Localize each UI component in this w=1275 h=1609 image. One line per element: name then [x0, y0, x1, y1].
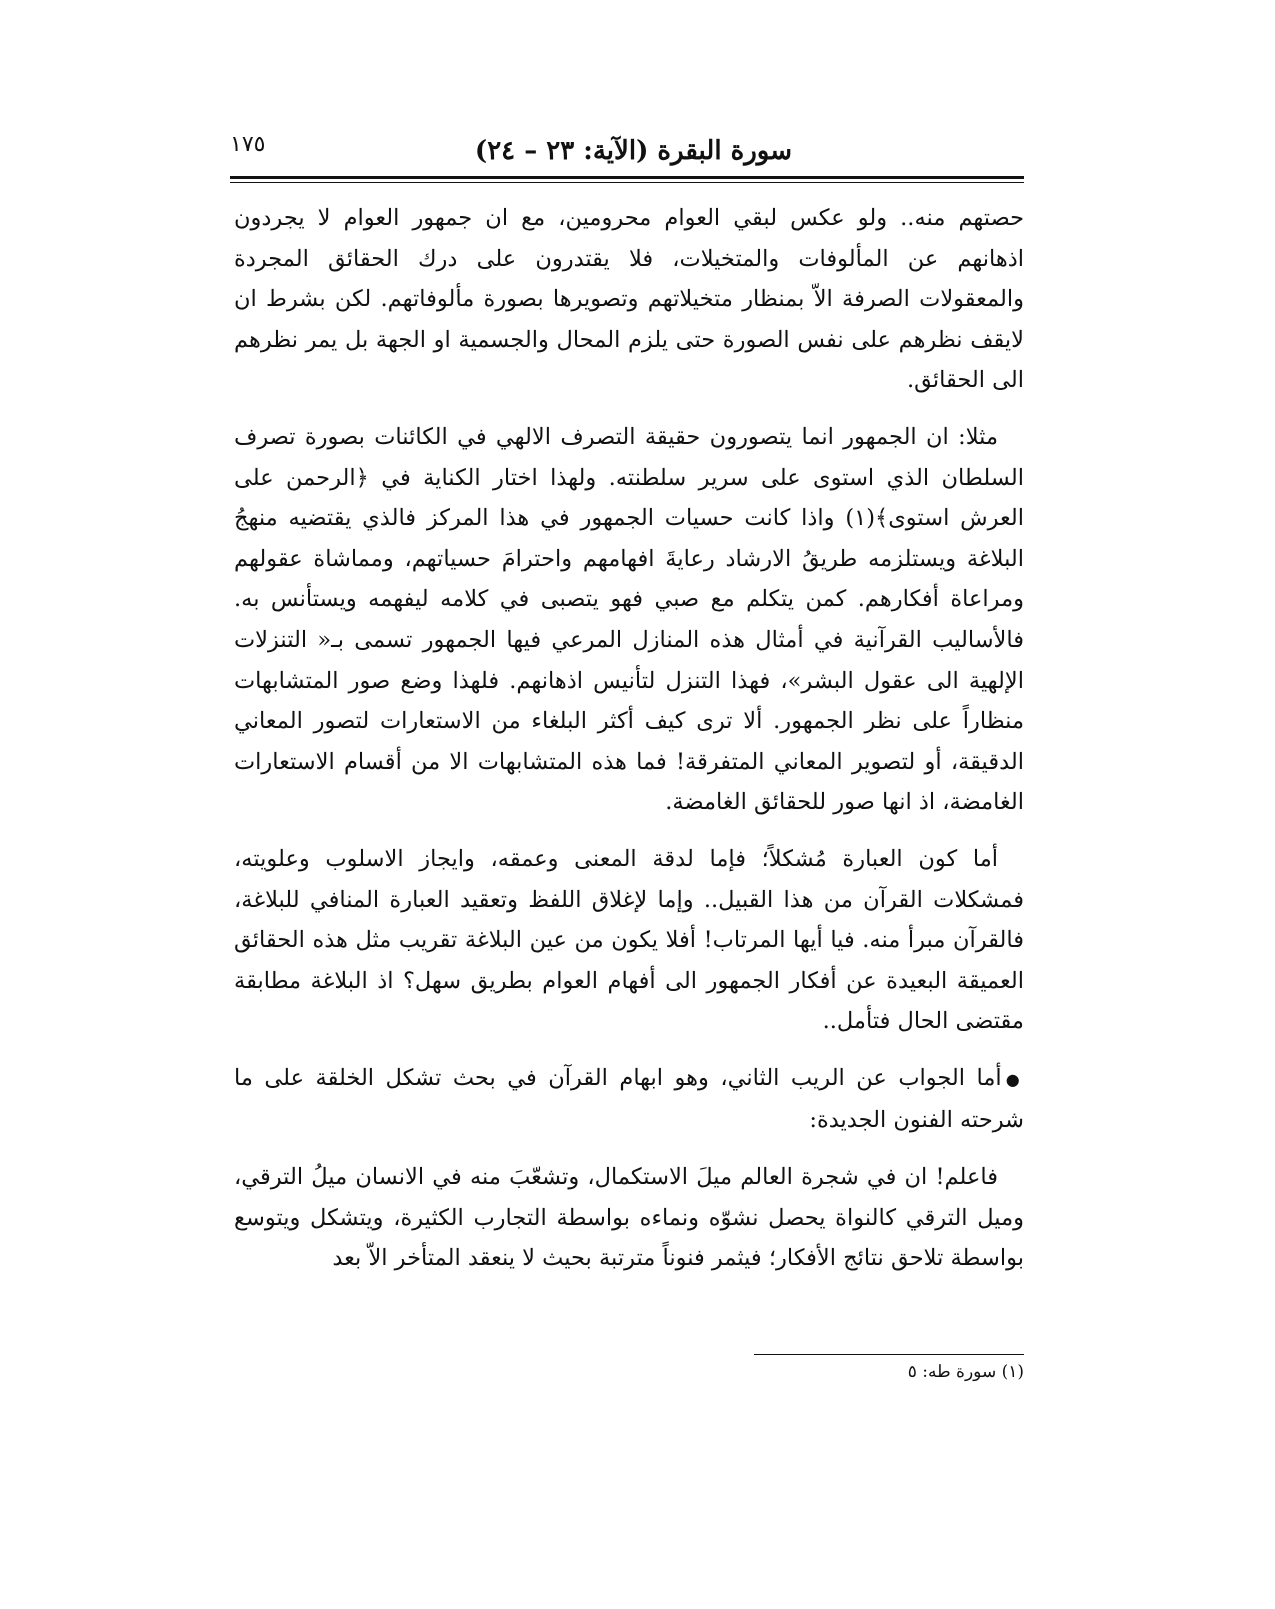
paragraph-2: مثلا: ان الجمهور انما يتصورون حقيقة التصرف الالهي في الكائنات بصورة تصرف السلطان الذي استوى على سرير سلطنته. ولهذا اختار الكناية في ﴿الرحمن على العرش استوى﴾(١) واذا كانت حسيات الجمهور في هذا المركز فالذي يقتضيه منهجُ البلاغة ويستلزمه طريقُ الارشاد رعايةَ افهامهم واحترامَ حسياتهم، ومماشاة عقولهم ومراعاة أفكارهم. كمن يتكلم مع صبي فهو يتصبى في كلامه ليفهمه ويستأنس به. فالأساليب القرآنية في أمثال هذه المنازل المرعي فيها الجمهور تسمى بـ« التنزلات الإلهية الى عقول البشر»، فهذا التنزل لتأنيس اذهانهم. فلهذا وضع صور المتشابهات منظاراً على نظر الجمهور. ألا ترى كيف أكثر البلغاء من الاستعارات لتصور المعاني الدقيقة، أو لتصوير المعاني المتفرقة! فما هذه المتشابهات الا من أقسام الاستعارات الغامضة، اذ انها صور للحقائق الغامضة.: [234, 423, 1024, 816]
paragraph-4-text: أما الجواب عن الريب الثاني، وهو ابهام القرآن في بحث تشكل الخلقة على ما شرحته الفنون الجديدة:: [234, 1064, 1024, 1134]
running-title: سورة البقرة (الآية: ٢٣ – ٢٤): [474, 136, 792, 166]
paragraph-5: فاعلم! ان في شجرة العالم ميلَ الاستكمال، وتشعّبَ منه في الانسان ميلُ الترقي، وميل الترقي كالنواة يحصل نشوّه ونماءه بواسطة التجارب الكثيرة، ويتشكل ويتوسع بواسطة تلاحق نتائج الأفكار؛ فيثمر فنوناً مترتبة بحيث لا ينعقد المتأخر الاّ بعد: [234, 1164, 1024, 1272]
footnote-rule: [754, 1354, 1024, 1355]
body-text: [234, 198, 1024, 1279]
bullet-icon: ●: [1005, 1069, 1024, 1089]
paragraph-3: أما كون العبارة مُشكلاً؛ فإما لدقة المعنى وعمقه، وايجاز الاسلوب وعلويته، فمشكلات القرآن من هذا القبيل.. وإما لإغلاق اللفظ وتعقيد العبارة المنافي للبلاغة، فالقرآن مبرأ منه. فيا أيها المرتاب! أفلا يكون من عين البلاغة تقريب مثل هذه الحقائق العميقة البعيدة عن أفكار الجمهور الى أفهام العوام بطريق سهل؟ اذ البلاغة مطابقة مقتضى الحال فتأمل..: [234, 845, 1024, 1035]
header-rule: [230, 176, 1024, 179]
page-header: [230, 128, 1024, 172]
paragraph-1: حصتهم منه.. ولو عكس لبقي العوام محرومين، مع ان جمهور العوام لا يجردون اذهانهم عن المألوفات والمتخيلات، فلا يقتدرون على درك الحقائق المجردة والمعقولات الصرفة الاّ بمنظار متخيلاتهم وتصويرها بصورة مألوفاتهم. لكن بشرط ان لايقف نظرهم على نفس الصورة حتى يلزم المحال والجسمية او الجهة بل يمر نظرهم الى الحقائق.: [234, 205, 1024, 394]
page-number: ١٧٥: [230, 132, 266, 157]
footnote: (١) سورة طه: ٥: [907, 1362, 1024, 1382]
paragraph-4: [234, 1058, 1024, 1141]
header-rule-thin: [230, 182, 1024, 183]
